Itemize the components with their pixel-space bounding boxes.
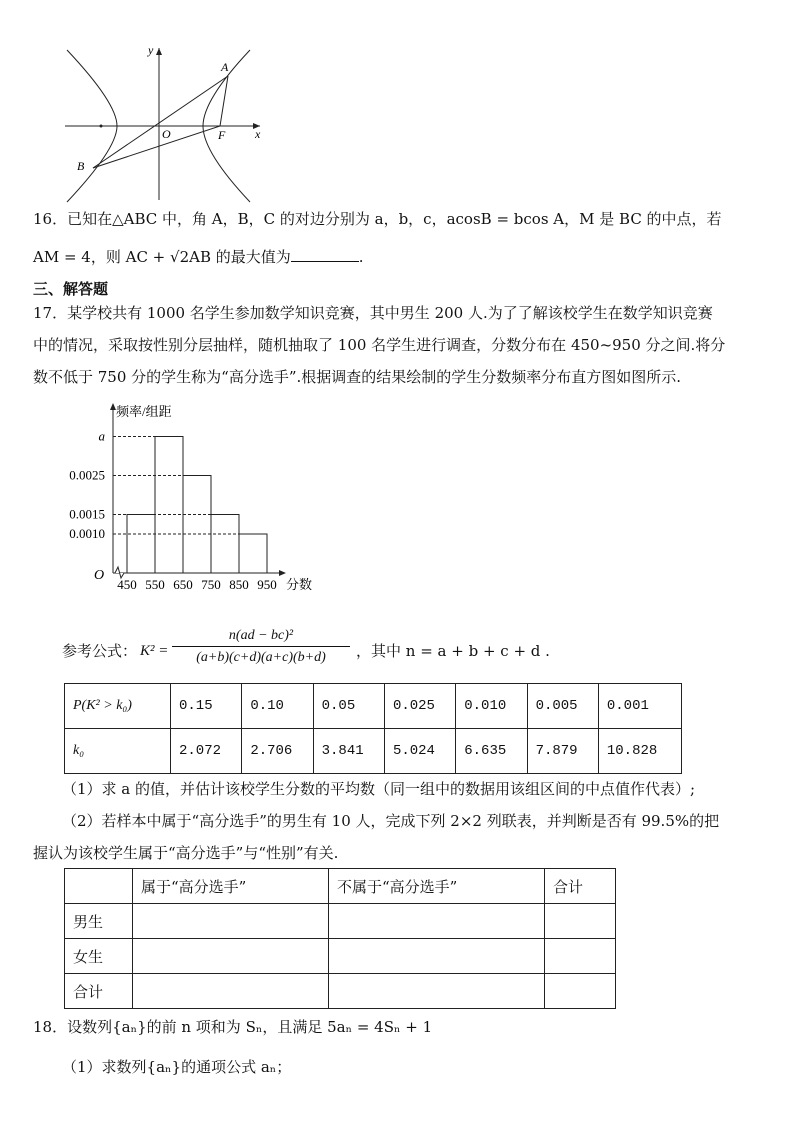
table-cell: 10.828: [598, 729, 681, 774]
q18-part1: （1）求数列{aₙ}的通项公式 aₙ；: [62, 1058, 292, 1076]
formula-fraction: [172, 626, 350, 669]
q17-line3: 数不低于 750 分的学生称为“高分选手”.根据调查的结果绘制的学生分数频率分布直方图如图所示.: [33, 368, 682, 386]
q16-line2: [33, 246, 364, 268]
y-tick-label: 0.0010: [69, 526, 105, 541]
label-y: y: [148, 43, 154, 57]
segment-bf: [93, 126, 220, 168]
label-f: F: [218, 128, 226, 142]
table-input-cell[interactable]: [545, 974, 616, 1009]
table-cell: 0.15: [171, 684, 242, 729]
q16-line2-text: AM = 4，则 AC + √2AB 的最大值为: [33, 248, 291, 266]
y-tick-label: 0.0025: [69, 467, 105, 483]
section-heading: 三、解答题: [33, 280, 109, 298]
histogram-bar: [239, 534, 267, 573]
table-input-cell[interactable]: [329, 974, 545, 1009]
table-input-cell[interactable]: [545, 904, 616, 939]
x-tick-label: 650: [173, 577, 193, 592]
histogram-bar: [211, 515, 239, 574]
formula-lhs: K² =: [140, 643, 169, 659]
label-x: x: [255, 127, 261, 141]
table-row: [65, 974, 616, 1009]
table-row-label: 合计: [65, 974, 133, 1009]
table-cell: 0.05: [313, 684, 384, 729]
table-header-label: P(K² > k₀): [65, 684, 171, 729]
table-cell: 7.879: [527, 729, 598, 774]
label-a: A: [221, 60, 229, 74]
table-input-cell[interactable]: [133, 974, 329, 1009]
hyperbola-figure: [55, 40, 280, 205]
y-axis-label: 频率/组距: [116, 404, 172, 419]
table-input-cell[interactable]: [329, 939, 545, 974]
table-row-label: 男生: [65, 904, 133, 939]
frequency-histogram: [55, 400, 325, 600]
table-row: [65, 939, 616, 974]
x-tick-label: 950: [257, 577, 277, 592]
table-cell: 0.10: [242, 684, 313, 729]
table-header-cell: 合计: [545, 869, 616, 904]
segment-ab: [93, 76, 228, 168]
q17-part2-line2: 握认为该校学生属于“高分选手”与“性别”有关.: [33, 844, 339, 862]
left-focus-dot: [100, 125, 103, 128]
x-tick-label: 850: [229, 577, 249, 592]
histogram-bar: [183, 476, 211, 574]
formula-label: 参考公式：: [62, 642, 138, 660]
table-cell: 0.005: [527, 684, 598, 729]
table-row: [65, 869, 616, 904]
table-header-cell: 不属于“高分选手”: [329, 869, 545, 904]
x-tick-label: 750: [201, 577, 221, 592]
q16-line1: 16．已知在△ABC 中，角 A，B，C 的对边分别为 a，b，c，acosB = bcos A，M 是 BC 的中点，若: [33, 210, 722, 228]
y-tick-label: 0.0015: [69, 506, 105, 522]
q18-line1: 18．设数列{aₙ}的前 n 项和为 Sₙ，且满足 5aₙ = 4Sₙ + 1: [33, 1018, 433, 1036]
table-header-cell: [65, 869, 133, 904]
contingency-table: [64, 868, 616, 1009]
table-row-label: 女生: [65, 939, 133, 974]
q17-line2: 中的情况，采取按性别分层抽样，随机抽取了 100 名学生进行调查，分数分布在 450~950 分之间.将分: [33, 336, 726, 354]
formula-denominator: (a+b)(c+d)(a+c)(b+d): [196, 650, 326, 665]
table-input-cell[interactable]: [545, 939, 616, 974]
answer-blank[interactable]: [291, 247, 359, 262]
table-cell: 2.072: [171, 729, 242, 774]
histogram-bar: [155, 437, 183, 574]
table-row-label: k₀: [65, 729, 171, 774]
x-axis-label: 分数: [286, 577, 313, 592]
table-cell: 0.025: [384, 684, 455, 729]
q16-line2-end: .: [358, 248, 364, 266]
table-row: [65, 684, 682, 729]
q17-part1: （1）求 a 的值，并估计该校学生分数的平均数（同一组中的数据用该组区间的中点值作代表）;: [62, 780, 696, 798]
label-b: B: [77, 159, 85, 173]
table-input-cell[interactable]: [329, 904, 545, 939]
x-tick-label: 450: [117, 577, 137, 592]
table-row: [65, 904, 616, 939]
table-input-cell[interactable]: [133, 939, 329, 974]
table-input-cell[interactable]: [133, 904, 329, 939]
critical-value-table: [64, 683, 682, 774]
y-axis-arrow: [156, 48, 162, 55]
table-cell: 0.010: [456, 684, 527, 729]
table-cell: 0.001: [598, 684, 681, 729]
table-cell: 3.841: [313, 729, 384, 774]
formula-numerator: n(ad − bc)²: [172, 626, 350, 647]
table-cell: 5.024: [384, 729, 455, 774]
q17-line1: 17．某学校共有 1000 名学生参加数学知识竞赛，其中男生 200 人.为了了解该校学生在数学知识竞赛: [33, 304, 713, 322]
table-header-cell: 属于“高分选手”: [133, 869, 329, 904]
table-cell: 6.635: [456, 729, 527, 774]
table-row: [65, 729, 682, 774]
histogram-bar: [127, 515, 155, 574]
q17-part2-line1: （2）若样本中属于“高分选手”的男生有 10 人，完成下列 2×2 列联表，并判断是否有 99.5%的把: [62, 812, 720, 830]
formula-where: ，其中 n = a + b + c + d .: [356, 642, 550, 660]
origin-label: O: [93, 568, 105, 583]
x-tick-label: 550: [145, 577, 165, 592]
x-axis-arrow: [279, 570, 286, 576]
y-tick-label: a: [98, 428, 105, 444]
label-o: O: [162, 127, 171, 141]
table-cell: 2.706: [242, 729, 313, 774]
